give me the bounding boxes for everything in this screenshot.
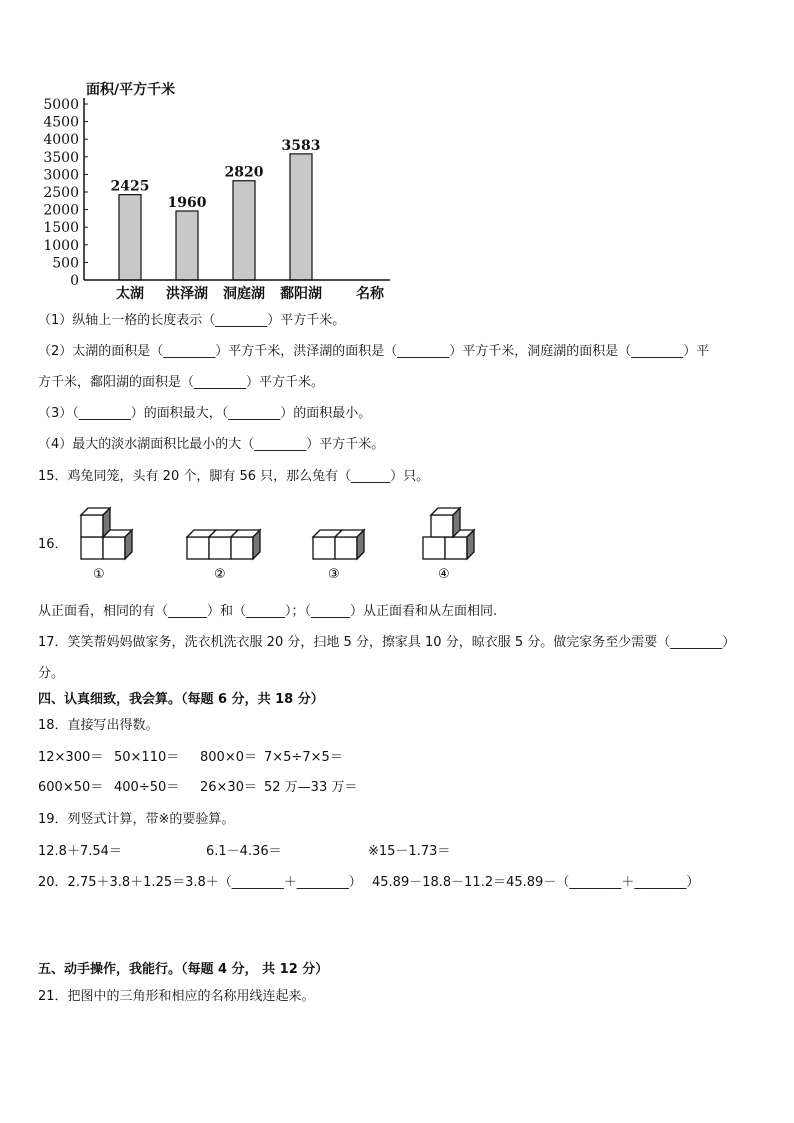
y-tick-label: 1500 — [43, 220, 79, 237]
cube-face — [313, 537, 335, 559]
y-tick-label: 0 — [70, 273, 79, 289]
q14-part3: （3）（________）的面积最大，（________）的面积最小。 — [38, 406, 372, 421]
q19-title: 19．列竖式计算，带※的要验算。 — [38, 812, 235, 827]
y-tick-label: 2500 — [43, 185, 79, 201]
q14-part2-line2: 方千米，鄱阳湖的面积是（________）平方千米。 — [38, 375, 325, 390]
figure-label-2: ② — [214, 567, 226, 580]
y-tick-label: 5000 — [43, 97, 79, 113]
bar — [233, 181, 255, 280]
bar — [176, 211, 198, 280]
q18-item: 600×50＝ — [38, 780, 104, 795]
y-tick-label: 500 — [52, 255, 79, 272]
bar-data-label: 3583 — [281, 137, 321, 154]
cube-face — [81, 537, 103, 559]
q19-items — [38, 843, 450, 861]
cube-face — [209, 537, 231, 559]
q18-item: 50×110＝ — [114, 750, 180, 765]
q18-item: 800×0＝ — [200, 750, 257, 765]
y-ticks — [43, 97, 88, 289]
q16-cube-figures — [75, 502, 535, 580]
y-tick-label: 2000 — [43, 202, 79, 219]
q14-part4: （4）最大的淡水湖面积比最小的大（________）平方千米。 — [38, 437, 385, 452]
q18-item: 26×30＝ — [200, 780, 257, 795]
q20-part-a: 20．2.75＋3.8＋1.25＝3.8＋（________＋________） — [38, 875, 362, 890]
q18-title: 18．直接写出得数。 — [38, 718, 159, 733]
cube-face — [423, 537, 445, 559]
x-axis-label: 名称 — [356, 286, 384, 302]
q18-item: 52 万—33 万＝ — [264, 780, 358, 795]
bar-data-label: 2425 — [110, 178, 150, 195]
q19-item: ※15－1.73＝ — [368, 844, 451, 859]
q20-part-b: 45.89－18.8－11.2＝45.89－（________＋________） — [372, 875, 700, 890]
q17-line2: 分。 — [38, 666, 65, 681]
q20 — [38, 874, 699, 892]
bars — [111, 138, 321, 280]
q21-question: 21．把图中的三角形和相应的名称用线连起来。 — [38, 989, 315, 1004]
cube-face — [335, 537, 357, 559]
y-tick-label: 4500 — [43, 114, 79, 131]
x-tick-label: 洞庭湖 — [223, 286, 265, 302]
x-tick-label: 洪泽湖 — [166, 286, 208, 302]
q18-item: 400÷50＝ — [114, 780, 180, 795]
bar-data-label: 2820 — [224, 164, 264, 181]
y-tick-label: 1000 — [43, 237, 79, 254]
q18-row-2 — [38, 779, 357, 797]
q16-question: 从正面看，相同的有（______）和（______）；（______）从正面看和从左面相同. — [38, 604, 498, 619]
cube-figure-4 — [423, 508, 474, 559]
cube-face — [445, 537, 467, 559]
bar-data-label: 1960 — [167, 195, 207, 212]
bar — [119, 195, 141, 280]
x-tick-label: 鄱阳湖 — [280, 286, 322, 302]
y-tick-label: 4000 — [43, 132, 79, 149]
section-5-heading: 五、动手操作，我能行。（每题 4 分， 共 12 分） — [38, 962, 329, 977]
q16-number: 16． — [38, 537, 68, 552]
cube-face — [431, 515, 453, 537]
figure-label-4: ④ — [438, 567, 450, 580]
x-tick-label: 太湖 — [116, 286, 144, 302]
q18-item: 12×300＝ — [38, 750, 104, 765]
cube-face — [187, 537, 209, 559]
cube-face — [103, 537, 125, 559]
bar — [290, 154, 312, 280]
q14-part1: （1）纵轴上一格的长度表示（________）平方千米。 — [38, 313, 346, 328]
y-tick-label: 3500 — [43, 149, 79, 166]
q18-item: 7×5÷7×5＝ — [264, 750, 343, 765]
section-4-heading: 四、认真细致，我会算。（每题 6 分，共 18 分） — [38, 692, 324, 707]
q18-row-1 — [38, 749, 343, 767]
x-tick-labels — [116, 285, 322, 302]
cube-face — [81, 515, 103, 537]
lake-area-bar-chart — [38, 78, 398, 303]
q15-question: 15．鸡兔同笼，头有 20 个，脚有 56 只，那么兔有（______）只。 — [38, 469, 430, 484]
figure-label-1: ① — [93, 567, 105, 580]
q17-line1: 17．笑笑帮妈妈做家务，洗衣机洗衣服 20 分，扫地 5 分，擦家具 10 分，晾衣服 5 分。做完家务至少需要（________） — [38, 635, 736, 650]
q19-item: 6.1－4.36＝ — [206, 844, 282, 859]
q14-part2-line1: （2）太湖的面积是（________）平方千米，洪泽湖的面积是（________）平方千米，洞庭湖的面积是（________）平 — [38, 344, 710, 359]
figure-label-3: ③ — [328, 567, 340, 580]
cube-figure-1 — [81, 508, 132, 559]
q19-item: 12.8＋7.54＝ — [38, 844, 122, 859]
cube-figure-2 — [187, 530, 260, 559]
cube-figure-3 — [313, 530, 364, 559]
y-tick-label: 3000 — [43, 167, 79, 184]
cube-face — [231, 537, 253, 559]
y-axis-label: 面积/平方千米 — [86, 82, 176, 98]
